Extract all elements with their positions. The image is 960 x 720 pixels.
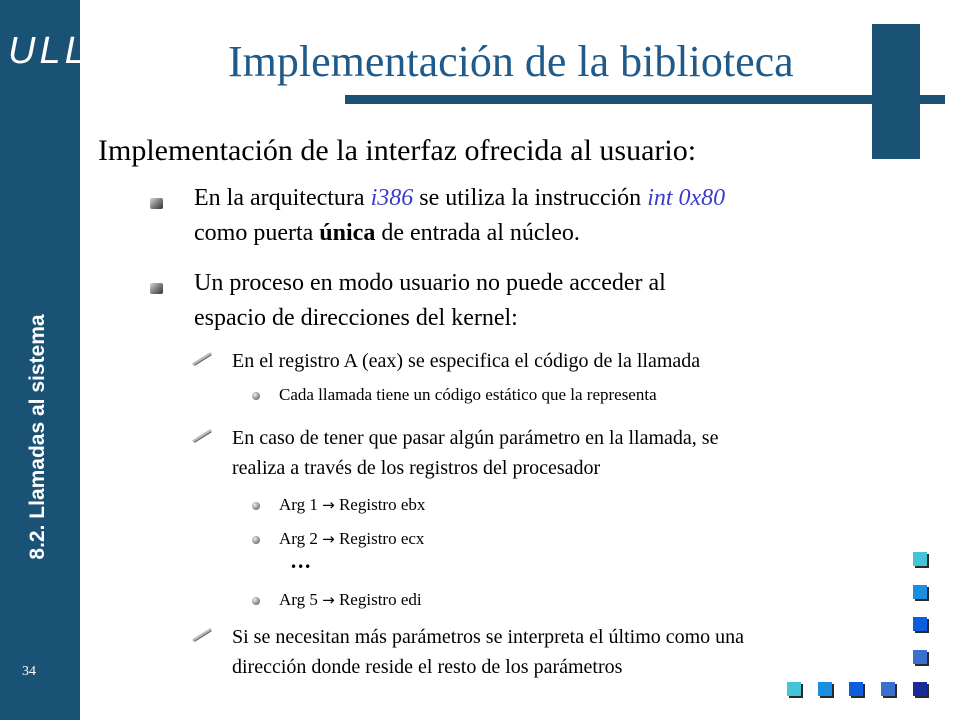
sidebar: [0, 0, 90, 720]
sub-sub-bullet-codigo: Cada llamada tiene un código estático que la representa: [279, 385, 657, 404]
bullet-i386-line1: En la arquitectura i386 se utiliza la instrucción int 0x80: [194, 185, 726, 211]
slide-title: Implementación de la biblioteca: [228, 37, 794, 86]
arg-2-item: Arg 2 → Registro ecx: [279, 529, 425, 548]
ellipsis: •••: [290, 560, 312, 574]
ull-logo: ULL: [8, 30, 90, 72]
dash-bullet-icon: [192, 628, 212, 642]
decorative-square: [913, 682, 927, 696]
arg-5-item: Arg 5 → Registro edi: [279, 590, 422, 609]
decorative-square: [881, 682, 895, 696]
sub-bullet-mas-parametros-line1: Si se necesitan más parámetros se interpreta el último como una: [232, 626, 745, 648]
dash-bullet-icon: [192, 429, 212, 443]
decorative-square: [787, 682, 801, 696]
title-underline-bar: [345, 95, 945, 104]
decorative-square: [913, 552, 927, 566]
main-heading: Implementación de la interfaz ofrecida al usuario:: [98, 134, 697, 167]
dash-bullet-icon: [192, 352, 212, 366]
sub-bullet-mas-parametros-line2: dirección donde reside el resto de los parámetros: [232, 656, 623, 678]
decorative-square: [913, 585, 927, 599]
sub-bullet-parametros-line2: realiza a través de los registros del procesador: [232, 457, 601, 479]
decorative-square: [913, 617, 927, 631]
sub-bullet-eax: En el registro A (eax) se especifica el código de la llamada: [232, 350, 701, 372]
dot-bullet-icon: [252, 536, 260, 544]
dot-bullet-icon: [252, 597, 260, 605]
dot-bullet-icon: [252, 502, 260, 510]
bullet-i386-line2: como puerta única de entrada al núcleo.: [194, 220, 580, 246]
dot-bullet-icon: [252, 392, 260, 400]
decorative-square: [818, 682, 832, 696]
title-vertical-bar: [872, 24, 920, 159]
decorative-square: [849, 682, 863, 696]
decorative-square: [913, 650, 927, 664]
sub-bullet-parametros-line1: En caso de tener que pasar algún parámetro en la llamada, se: [232, 427, 719, 449]
bullet-icon: [150, 283, 163, 294]
bullet-proceso-line2: espacio de direcciones del kernel:: [194, 305, 518, 331]
bullet-icon: [150, 198, 163, 209]
section-label: 8.2. Llamadas al sistema: [26, 314, 49, 560]
arg-1-item: Arg 1 → Registro ebx: [279, 495, 426, 514]
bullet-proceso-line1: Un proceso en modo usuario no puede acceder al: [194, 270, 666, 296]
page-number: 34: [22, 664, 36, 679]
